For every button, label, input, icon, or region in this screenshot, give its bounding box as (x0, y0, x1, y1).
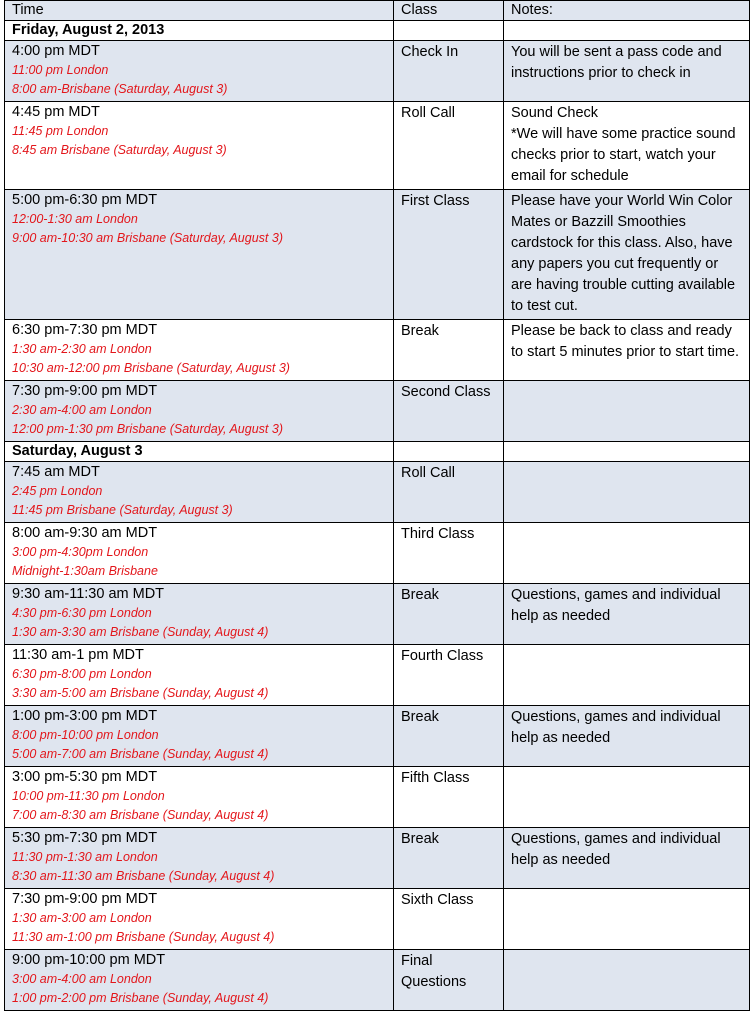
notes-cell: Questions, games and individual help as needed (504, 828, 750, 889)
brisbane-time: 11:45 pm Brisbane (Saturday, August 3) (12, 503, 233, 517)
london-time: 11:45 pm London (12, 124, 109, 138)
table-row (5, 889, 750, 950)
time-cell (5, 950, 394, 1011)
notes-cell: Questions, games and individual help as needed (504, 584, 750, 645)
time-cell (5, 645, 394, 706)
header-notes: Notes: (504, 1, 750, 21)
mdt-time: 8:00 am-9:30 am MDT (12, 525, 158, 541)
brisbane-time: 1:30 am-3:30 am Brisbane (Sunday, August 4) (12, 625, 269, 639)
class-cell: Sixth Class (394, 889, 504, 950)
mdt-time: 7:30 pm-9:00 pm MDT (12, 383, 158, 399)
london-time: 1:30 am-2:30 am London (12, 342, 152, 356)
notes-cell: You will be sent a pass code and instructions prior to check in (504, 41, 750, 102)
header-row (5, 1, 750, 21)
table-row (5, 706, 750, 767)
mdt-time: 6:30 pm-7:30 pm MDT (12, 322, 158, 338)
london-time: 10:00 pm-11:30 pm London (12, 789, 165, 803)
day-label: Friday, August 2, 2013 (5, 21, 394, 41)
notes-cell: Please have your World Win Color Mates or Bazzill Smoothies cardstock for this class. Also, have any papers you cut frequently or are having trouble cutting available to test cut. (504, 190, 750, 320)
london-time: 2:30 am-4:00 am London (12, 403, 152, 417)
header-time: Time (5, 1, 394, 21)
time-cell (5, 828, 394, 889)
table-row (5, 950, 750, 1011)
table-row (5, 102, 750, 190)
brisbane-time: 8:45 am Brisbane (Saturday, August 3) (12, 143, 227, 157)
brisbane-time: 10:30 am-12:00 pm Brisbane (Saturday, August 3) (12, 361, 290, 375)
class-cell: Break (394, 320, 504, 381)
notes-cell (504, 950, 750, 1011)
london-time: 6:30 pm-8:00 pm London (12, 667, 152, 681)
class-cell: Roll Call (394, 462, 504, 523)
mdt-time: 11:30 am-1 pm MDT (12, 647, 144, 663)
time-cell (5, 767, 394, 828)
notes-cell (504, 889, 750, 950)
table-row (5, 381, 750, 442)
table-row (5, 462, 750, 523)
time-cell (5, 190, 394, 320)
london-time: 3:00 am-4:00 am London (12, 972, 152, 986)
day-row-friday (5, 21, 750, 41)
london-time: 3:00 pm-4:30pm London (12, 545, 149, 559)
class-cell: Break (394, 584, 504, 645)
time-cell (5, 381, 394, 442)
notes-cell: Questions, games and individual help as needed (504, 706, 750, 767)
class-cell: First Class (394, 190, 504, 320)
london-time: 12:00-1:30 am London (12, 212, 138, 226)
mdt-time: 4:45 pm MDT (12, 104, 100, 120)
day-label: Saturday, August 3 (5, 442, 394, 462)
brisbane-time: Midnight-1:30am Brisbane (12, 564, 158, 578)
brisbane-time: 11:30 am-1:00 pm Brisbane (Sunday, August 4) (12, 930, 275, 944)
table-row (5, 584, 750, 645)
mdt-time: 4:00 pm MDT (12, 43, 100, 59)
mdt-time: 7:45 am MDT (12, 464, 100, 480)
class-cell: Break (394, 706, 504, 767)
mdt-time: 3:00 pm-5:30 pm MDT (12, 769, 158, 785)
notes-cell (504, 767, 750, 828)
london-time: 11:00 pm London (12, 63, 109, 77)
notes-cell: Please be back to class and ready to start 5 minutes prior to start time. (504, 320, 750, 381)
class-cell: Roll Call (394, 102, 504, 190)
notes-cell: Sound Check *We will have some practice sound checks prior to start, watch your email for schedule (504, 102, 750, 190)
mdt-time: 9:00 pm-10:00 pm MDT (12, 952, 166, 968)
mdt-time: 5:00 pm-6:30 pm MDT (12, 192, 158, 208)
notes-cell (504, 462, 750, 523)
london-time: 8:00 pm-10:00 pm London (12, 728, 159, 742)
table-row (5, 767, 750, 828)
brisbane-time: 5:00 am-7:00 am Brisbane (Sunday, August 4) (12, 747, 269, 761)
london-time: 1:30 am-3:00 am London (12, 911, 152, 925)
london-time: 11:30 pm-1:30 am London (12, 850, 158, 864)
class-cell: Second Class (394, 381, 504, 442)
time-cell (5, 706, 394, 767)
class-cell: Final Questions (394, 950, 504, 1011)
time-cell (5, 462, 394, 523)
table-row (5, 41, 750, 102)
class-cell: Fourth Class (394, 645, 504, 706)
mdt-time: 1:00 pm-3:00 pm MDT (12, 708, 158, 724)
time-cell (5, 889, 394, 950)
brisbane-time: 12:00 pm-1:30 pm Brisbane (Saturday, August 3) (12, 422, 283, 436)
brisbane-time: 7:00 am-8:30 am Brisbane (Sunday, August 4) (12, 808, 269, 822)
header-class: Class (394, 1, 504, 21)
notes-cell (504, 381, 750, 442)
class-cell: Check In (394, 41, 504, 102)
mdt-time: 7:30 pm-9:00 pm MDT (12, 891, 158, 907)
schedule (4, 0, 749, 1011)
table-row (5, 645, 750, 706)
notes-cell (504, 523, 750, 584)
brisbane-time: 8:00 am-Brisbane (Saturday, August 3) (12, 82, 228, 96)
schedule-table (4, 0, 750, 1011)
time-cell (5, 584, 394, 645)
table-row (5, 828, 750, 889)
notes-cell (504, 645, 750, 706)
brisbane-time: 8:30 am-11:30 am Brisbane (Sunday, August 4) (12, 869, 275, 883)
brisbane-time: 3:30 am-5:00 am Brisbane (Sunday, August 4) (12, 686, 269, 700)
time-cell (5, 320, 394, 381)
class-cell: Third Class (394, 523, 504, 584)
time-cell (5, 41, 394, 102)
mdt-time: 5:30 pm-7:30 pm MDT (12, 830, 158, 846)
class-cell: Break (394, 828, 504, 889)
day-row-saturday (5, 442, 750, 462)
time-cell (5, 102, 394, 190)
time-cell (5, 523, 394, 584)
table-row (5, 320, 750, 381)
table-row (5, 523, 750, 584)
london-time: 2:45 pm London (12, 484, 103, 498)
mdt-time: 9:30 am-11:30 am MDT (12, 586, 165, 602)
table-row (5, 190, 750, 320)
brisbane-time: 1:00 pm-2:00 pm Brisbane (Sunday, August 4) (12, 991, 269, 1005)
brisbane-time: 9:00 am-10:30 am Brisbane (Saturday, August 3) (12, 231, 283, 245)
london-time: 4:30 pm-6:30 pm London (12, 606, 152, 620)
class-cell: Fifth Class (394, 767, 504, 828)
